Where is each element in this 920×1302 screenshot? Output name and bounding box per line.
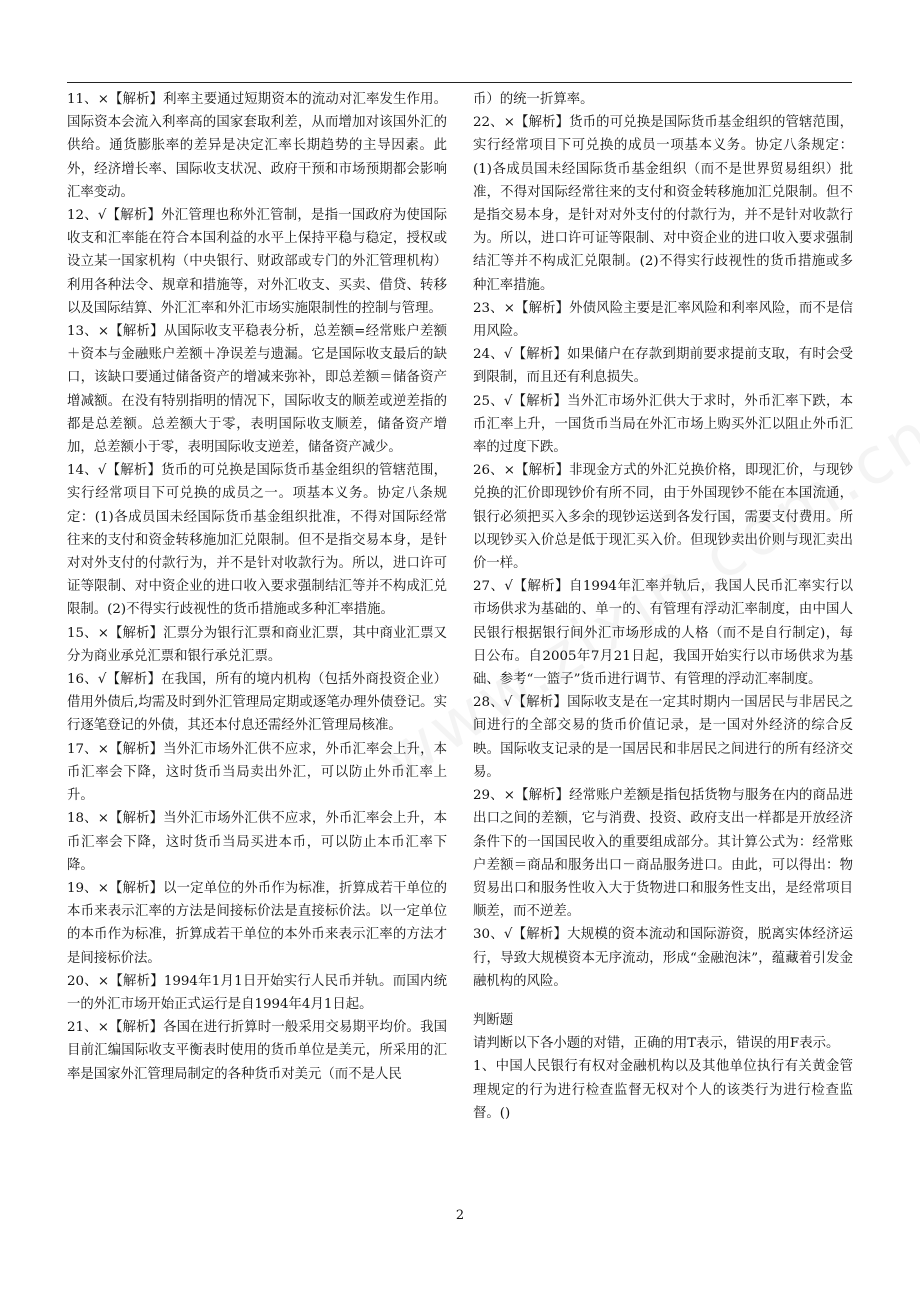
section-instruction: 请判断以下各小题的对错，正确的用T表示，错误的用F表示。 — [473, 1036, 840, 1052]
answer-30: 30、√【解析】大规模的资本流动和国际游资，脱离实体经济运行，导致大规模资本无序流动，形成“金融泡沫”，蕴藏着引发金融机构的风险。 — [473, 927, 853, 989]
answer-27: 27、√【解析】自1994年汇率并轨后，我国人民币汇率实行以市场供求为基础的、单一的、有管理有浮动汇率制度，由中国人民银行根据银行间外汇市场形成的人格（而不是自行制定)，每日公布。自2005年7月21日起，我国开始实行以市场供求为基础、参考“一篮子”货币进行调节、有管理的浮动汇率制度。 — [473, 579, 853, 688]
answer-18: 18、×【解析】当外汇市场外汇供不应求，外币汇率会上升，本币汇率会下降，这时货币当局买进本币，可以防止本币汇率下降。 — [67, 811, 447, 873]
answer-17: 17、×【解析】当外汇市场外汇供不应求，外币汇率会上升，本币汇率会下降，这时货币当局卖出外汇，可以防止外币汇率上升。 — [67, 741, 447, 804]
answer-19: 19、×【解析】以一定单位的外币作为标准，折算成若干单位的本币来表示汇率的方法是间接标价法是直接标价法。以一定单位的本币作为标准，折算成若干单位的本外币来表示汇率的方法才是间接标价法。 — [67, 880, 447, 966]
answer-11: 11、×【解析】利率主要通过短期资本的流动对汇率发生作用。国际资本会流入利率高的国家套取利差，从而增加对该国外汇的供给。通货膨胀率的差异是决定汇率长期趋势的主导因素。此外，经济增长率、国际收支状况、政府干预和市场预期都会影响汇率变动。 — [67, 92, 447, 200]
answer-20: 20、×【解析】1994年1月1日开始实行人民币并轨。而国内统一的外汇市场开始正式运行是自1994年4月1日起。 — [67, 973, 447, 1012]
answer-26: 26、×【解析】非现金方式的外汇兑换价格，即现汇价，与现钞兑换的汇价即现钞价有所不同，由于外国现钞不能在本国流通，银行必须把买入多余的现钞运送到各发行国，需要支付费用。所以现钞买入价总是低于现汇买入价。但现钞卖出价则与现汇卖出价一样。 — [473, 463, 853, 572]
answer-29: 29、×【解析】经常账户差额是指包括货物与服务在内的商品进出口之间的差额，它与消费、投资、政府支出一样都是开放经济条件下的一国国民收入的重要组成部分。其计算公式为：经常账户差额＝商品和服务出口－商品服务进口。由此，可以得出：物贸易出口和服务性收入大于货物进口和服务性支出，是经常项目顺差，而不逆差。 — [473, 788, 853, 920]
answer-21: 21、×【解析】各国在进行折算时一般采用交易期平均价。我国目前汇编国际收支平衡表时使用的货币单位是美元，所采用的汇率是国家外汇管理局制定的各种货币对美元（而不是人民 — [67, 1020, 447, 1082]
answer-15: 15、×【解析】汇票分为银行汇票和商业汇票，其中商业汇票又分为商业承兑汇票和银行承兑汇票。 — [67, 625, 447, 664]
section-heading: 判断题 — [473, 1012, 514, 1028]
answer-28: 28、√【解析】国际收支是在一定其时期内一国居民与非居民之间进行的全部交易的货币价值记录，是一国对外经济的综合反映。国际收支记录的是一国居民和非居民之间进行的所有经济交易。 — [473, 695, 853, 780]
answer-13: 13、×【解析】从国际收支平稳表分析，总差额=经常账户差额＋资本与金融账户差额＋净误差与遗漏。它是国际收支最后的缺口，该缺口要通过储备资产的增减来弥补，即总差额＝储备资产增减额。在没有特别指明的情况下，国际收支的顺差或逆差指的都是总差额。总差额大于零，表明国际收支顺差，储备资产增加，总差额小于零，表明国际收支逆差，储备资产减少。 — [67, 324, 447, 456]
answer-14: 14、√【解析】货币的可兑换是国际货币基金组织的管辖范围，实行经常项目下可兑换的成员之一。项基本义务。协定八条规定：(1)各成员国未经国际货币基金组织批准，不得对国际经常往来的支付和资金转移施加汇兑限制。但不是指交易本身，是针对对外支付的付款行为，并不是针对收款行为。所以，进口许可证等限制、对中资企业的进口收入要求强制结汇等并不构成汇兑限制。(2)不得实行歧视性的货币措施或多种汇率措施。 — [67, 463, 447, 618]
answer-21-continued: 币）的统一折算率。 — [473, 92, 594, 107]
answer-24: 24、√【解析】如果储户在存款到期前要求提前支取，有时会受到限制，而且还有利息损失。 — [473, 347, 853, 386]
answer-22: 22、×【解析】货币的可兑换是国际货币基金组织的管辖范围，实行经常项目下可兑换的成员一项基本义务。协定八条规定：(1)各成员国未经国际货币基金组织（而不是世界贸易组织）批准，不得对国际经常往来的支付和资金转移施加汇兑限制。但不是指交易本身，是针对对外支付的付款行为，并不是针对收款行为。所以，进口许可证等限制、对中资企业的进口收入要求强制结汇等并不构成汇兑限制。(2)不得实行歧视性的货币措施或多种汇率措施。 — [473, 115, 853, 293]
page-number: 2 — [455, 1208, 465, 1223]
answer-16: 16、√【解析】在我国，所有的境内机构（包括外商投资企业）借用外债后,均需及时到外汇管理局定期或逐笔办理外债登记。实行逐笔登记的外债，其还本付息还需经外汇管理局核准。 — [67, 672, 447, 734]
header-rule — [67, 82, 852, 83]
answer-23: 23、×【解析】外债风险主要是汇率风险和利率风险，而不是信用风险。 — [473, 300, 853, 340]
answer-25: 25、√【解析】当外汇市场外汇供大于求时，外币汇率下跌，本币汇率上升，一国货币当局在外汇市场上购买外汇以阻止外币汇率的过度下跌。 — [473, 393, 853, 456]
answer-12: 12、√【解析】外汇管理也称外汇管制，是指一国政府为使国际收支和汇率能在符合本国利益的水平上保持平稳与稳定，授权或设立某一国家机构（中央银行、财政部或专门的外汇管理机构）利用各种法令、规章和措施等，对外汇收支、买卖、借贷、转移以及国际结算、外汇汇率和外汇市场实施限制性的控制与管理。 — [67, 208, 447, 316]
left-column — [67, 88, 447, 1086]
section-gap — [473, 993, 853, 1009]
question-1: 1、中国人民银行有权对金融机构以及其他单位执行有关黄金管理规定的行为进行检查监督无权对个人的该类行为进行检查监督。() — [473, 1059, 853, 1121]
right-column — [473, 88, 853, 1125]
